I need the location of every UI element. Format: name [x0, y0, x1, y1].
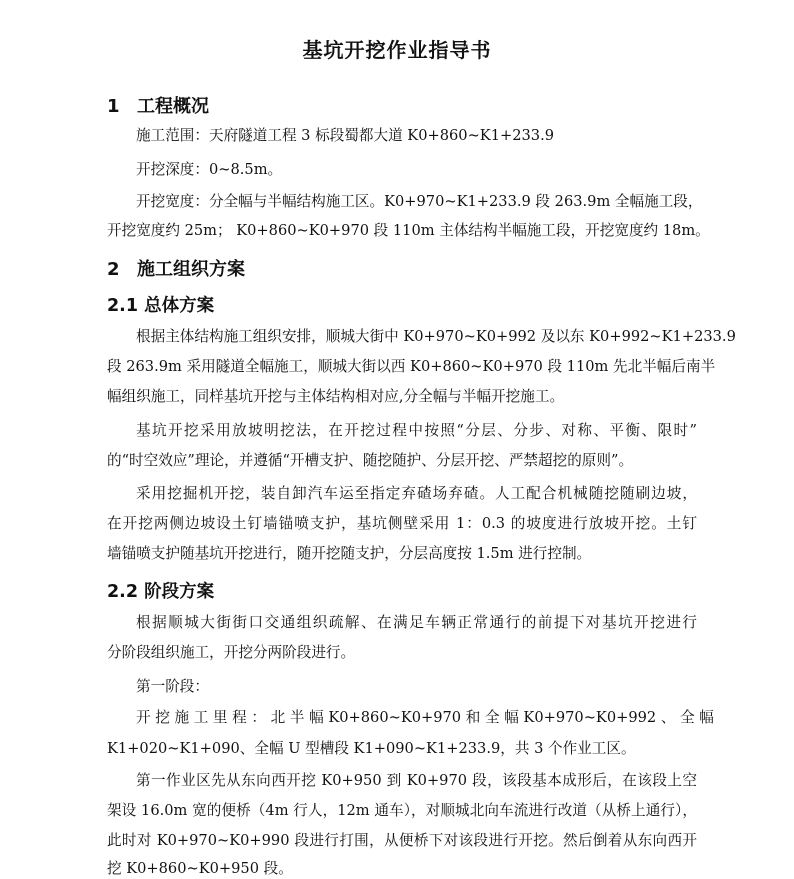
paragraph-line: 根据顺城大街街口交通组织疏解、在满足车辆正常通行的前提下对基坑开挖进行	[136, 614, 697, 631]
paragraph-line: 开挖深度：0~8.5m。	[136, 161, 283, 178]
subsection-heading-phases: 2.2 阶段方案	[107, 582, 215, 602]
paragraph-line: 施工范围：天府隧道工程 3 标段蜀都大道 K0+860~K1+233.9	[136, 127, 554, 144]
paragraph-line: 此时对 K0+970~K0+990 段进行打围，从便桥下对该段进行开挖。然后倒着从东向西开	[107, 832, 697, 849]
paragraph-line: 分阶段组织施工，开挖分两阶段进行。	[107, 644, 356, 661]
section-title: 施工组织方案	[137, 259, 245, 280]
section-heading-organization	[107, 255, 245, 281]
paragraph-line: 第一阶段：	[136, 678, 209, 695]
paragraph-line: 开挖宽度：分全幅与半幅结构施工区。K0+970~K1+233.9 段 263.9m 全幅施工段，	[136, 193, 703, 210]
paragraph-line: 第一作业区先从东向西开挖 K0+950 到 K0+970 段，该段基本成形后，在该段上空	[136, 772, 697, 789]
paragraph-line: 根据主体结构施工组织安排，顺城大街中 K0+970~K0+992 及以东 K0+992~K1+233.9	[136, 328, 736, 345]
paragraph-line: 幅组织施工，同样基坑开挖与主体结构相对应,分全幅与半幅开挖施工。	[107, 388, 565, 405]
document-title: 基坑开挖作业指导书	[302, 38, 492, 62]
paragraph-line: 挖 K0+860~K0+950 段。	[107, 860, 293, 877]
paragraph-line: 基坑开挖采用放坡明挖法，在开挖过程中按照“分层、分步、对称、平衡、限时”	[136, 422, 697, 439]
paragraph-line: 在开挖两侧边坡设土钉墙锚喷支护，基坑侧壁采用 1：0.3 的坡度进行放坡开挖。土钉	[107, 515, 697, 532]
section-number: 2	[107, 259, 120, 280]
paragraph-line: 的“时空效应”理论，并遵循“开槽支护、随挖随护、分层开挖、严禁超挖的原则”。	[107, 452, 634, 469]
paragraph-line: 架设 16.0m 宽的便桥（4m 行人，12m 通车），对顺城北向车流进行改道（从桥上通行），	[107, 802, 697, 819]
section-number: 1	[107, 96, 120, 117]
paragraph-line: K1+020~K1+090、全幅 U 型槽段 K1+090~K1+233.9，共 3 个作业工区。	[107, 740, 636, 757]
paragraph-line: 开挖宽度约 25m； K0+860~K0+970 段 110m 主体结构半幅施工段，开挖宽度约 18m。	[107, 222, 710, 239]
section-title: 工程概况	[137, 96, 209, 117]
paragraph-line: 开 挖 施 工 里 程 ： 北 半 幅 K0+860~K0+970 和 全 幅 K0+970~K0+992 、 全 幅	[136, 709, 714, 726]
paragraph-line: 墙锚喷支护随基坑开挖进行，随开挖随支护，分层高度按 1.5m 进行控制。	[107, 545, 592, 562]
section-heading-overview	[107, 92, 209, 118]
paragraph-line: 段 263.9m 采用隧道全幅施工，顺城大街以西 K0+860~K0+970 段 110m 先北半幅后南半	[107, 358, 716, 375]
subsection-heading-overall: 2.1 总体方案	[107, 296, 215, 316]
paragraph-line: 采用挖掘机开挖，装自卸汽车运至指定弃碴场弃碴。人工配合机械随挖随刷边坡，	[136, 485, 697, 502]
